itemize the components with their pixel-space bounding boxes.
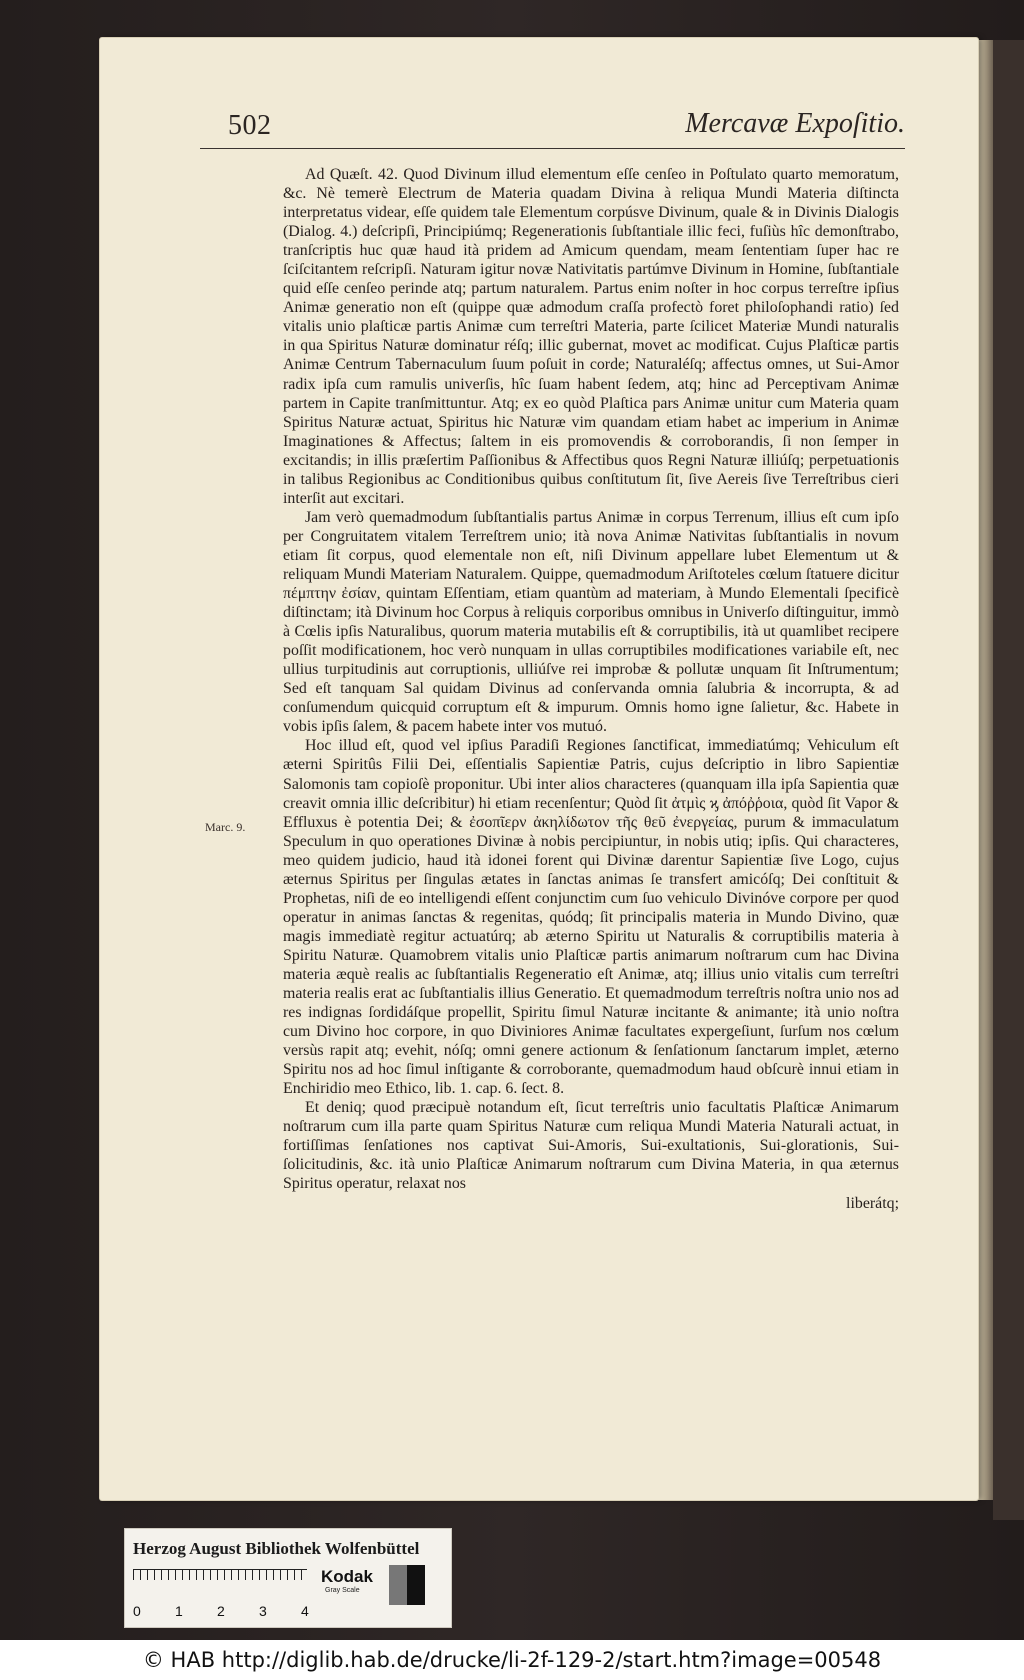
footer-bar — [0, 1640, 1024, 1680]
ruler-label: 2 — [217, 1603, 225, 1619]
ruler-label: 1 — [175, 1603, 183, 1619]
catchword: liberátq; — [846, 1194, 899, 1212]
measurement-ruler — [133, 1569, 307, 1592]
ruler-label: 4 — [301, 1603, 309, 1619]
paragraph: Ad Quæſt. 42. Quod Divinum illud elementum eſſe cenſeo in Poſtulato quarto memoratum, &c. Nè temerè Electrum de Materia quadam Divina à reliqua Mundi Materia diſtincta interpretatus videar, eſſe quidem tale Elementum corpúsve Divinum, quale & in Divinis Dialogis (Dialog. 4.) deſcripſi, Principiúmq; Regenerationis ſubſtantiale illic feci, fuſiùs hîc demonſtrabo, tranſcriptis huc quæ haud ità pridem ad Amicum quendam, meam ſententiam ſuper hac re ſciſcitantem reſcripſi. Naturam igitur novæ Nativitatis partúmve Divinum in Homine, ſubſtantiale quid eſſe cenſeo perinde atq; partum naturalem. Partus enim noſter in hoc corpus terreſtre ipſius Animæ generatio non eſt (quippe quæ admodum craſſa profectò foret philoſophandi ratio) ſed vitalis unio plaſticæ partis Animæ cum terreſtri Materia, parte ſcilicet Materiæ Mundi naturalis in qua Spiritus Naturæ dominatur réſq; illic gubernat, movet ac modificat. Cujus Plaſticæ partis Animæ Centrum Tabernaculum ſuum poſuit in corde; Naturaléſq; affectus omnes, ut Sui-Amor radix ipſa cum ramulis univerſis, hîc ſuam habent ſedem, atq; hinc ad Perceptivam Animæ partem in Capite tranſmittuntur. Atq; ex eo quòd Plaſtica pars Animæ unitur cum Materia quam Spiritus Naturæ actuat, Spiritus hic Naturæ vim quandam etiam habet ac imperium in Animæ Imaginationes & Affectus; ſaltem in eis promovendis & corroborandis, ſi non ſemper in excitandis; in illis præſertim Paſſionibus & Affectibus quos Regni Naturæ illiúſq; perpetuationis in talibus Regionibus ac Conditionibus quibus conſtitutum ſit, ſive Aereis ſive Terreſtribus cieri interſit aut excitari. — [283, 166, 899, 507]
ruler-label: 3 — [259, 1603, 267, 1619]
library-name: Herzog August Bibliothek Wolfenbüttel — [133, 1539, 420, 1558]
kodak-gray-scale — [315, 1565, 385, 1619]
gray-swatch-mid — [389, 1565, 407, 1605]
paragraph: Hoc illud eſt, quod vel ipſius Paradiſi Regiones ſanctificat, immediatúmq; Vehiculum eſt æterni Spiritûs Filii Dei, eſſentialis Sapientiæ Patris, cujus deſcriptio in libro Sapientiæ Salomonis tam copioſè proponitur. Ubi inter alios characteres (quanquam illa ipſa Sapientia quæ creavit omnia illic deſcribitur) hi etiam recenſentur; Quòd ſit ἀτμὶς ϗ ἀπόῤῥοια, quòd ſit Vapor & Effluxus è potentia Dei; & ἐσοπῖερν ἀκηλίδωτον τῆς θεῦ ἐνεργείας, purum & immaculatum Speculum in quo operationes Divinæ à nobis percipiuntur, in nobis utiq; ipſis. Qui characteres, meo quidem judicio, haud ità idonei forent qui Divinæ darentur Sapientiæ ſive Logo, cujus æternus Spiritus per ſingulas ætates in ſanctas animas ſe transfert amicóſq; Dei conſtituit & Prophetas, niſi de eo intelligendi eſſent conjunctim cum ſuo vehiculo Divinóve corpore per quod operatur in animas ſanctas & regenitas, quódq; ſit principalis materia in Mundo Divino, quæ magis immediatè regitur actuatúrq; ab æterno Spiritu ut Naturalis & corruptibilis materia à Spiritu Naturæ. Quamobrem vitalis unio Plaſticæ partis animarum noſtrarum cum hac Divina materia æquè realis ac ſubſtantialis Regeneratio eſt Animæ, atq; illius unio vitalis cum terreſtri materia realis erat ac ſubſtantialis illius Generatio. Et quemadmodum terreſtris noſtra unio nos ad res indignas ſordidáſque propellit, Spiritu ſimul Naturæ incitante & animante; ità unio noſtra cum Divino hoc corpore, in quo Diviniores Animæ facultates expergeſiunt, ſurſum nos cœlum versùs rapit atq; evehit, nóſq; omni genere actionum & ſenſationum ſanctarum implet, æterno Spiritu nos ad hoc ſimul inſtigante & corroborante, quemadmodum haud obſcurè innui etiam in Enchiridio meo Ethico, lib. 1. cap. 6. ſect. 8. — [283, 737, 899, 1098]
gray-swatch-black — [407, 1565, 425, 1605]
body-text — [283, 165, 899, 1213]
paragraph: Et deniq; quod præcipuè notandum eſt, ſicut terreſtris unio facultatis Plaſticæ Animarum noſtrarum cum illa parte quam Spiritus Naturæ cum reliqua Mundi Materia Naturali actuat, in fortiſſimas ſenſationes nos captivat Sui-Amoris, Sui-exultationis, Sui-glorationis, Sui-ſolicitudinis, &c. ità unio Plaſticæ Animarum noſtrarum cum Divina Materia, in qua æternus Spiritus operatur, relaxat nos — [283, 1099, 899, 1193]
library-catalog-card — [124, 1528, 452, 1628]
book-spine — [993, 40, 1024, 1520]
margin-note: Marc. 9. — [205, 820, 246, 834]
gray-scale-label: Gray Scale — [325, 1587, 360, 1594]
kodak-logo: Kodak — [321, 1567, 373, 1586]
page-number: 502 — [228, 110, 272, 141]
paragraph: Jam verò quemadmodum ſubſtantialis partus Animæ in corpus Terrenum, illius eſt cum ipſo per Congruitatem vitalem Terreſtrem unio; ità nova Animæ Nativitas ſubſtantialis in novum etiam ſit corpus, quod elementale non eſt, niſi Divinum appellare lubet Elementum ut & reliquam Mundi Materiam Naturalem. Quippe, quemadmodum Ariſtoteles cœlum ſtatuere dicitur πέμπτην ἐσίαν, quintam Eſſentiam, etiam quantùm ad materiam, à Mundo Elementali ſpecificè diſtinctam; ità Divinum hoc Corpus à reliquis corporibus omnibus in Univerſo diſtinguitur, immò à Cœlis ipſis Naturalibus, quorum materia mutabilis eſt & corruptibilis, ità ut quamlibet recipere poſſit modificationem, hoc verò nunquam in ullas corruptibiles modificationes variabile eſt, nec ullius turpitudinis aut corruptionis, ulliúſve rei improbæ & pollutæ unquam ſit Inſtrumentum; Sed eſt tanquam Sal quidam Divinus ad conſervanda omnia ſalubria & incorrupta, & ad conſumendum quicquid corruptum eſt & impurum. Omnis homo igne ſalietur, &c. Habete in vobis ipſis ſalem, & pacem habete inter vos mutuó. — [283, 508, 899, 736]
page-header — [200, 106, 905, 149]
footer-link[interactable]: © HAB http://diglib.hab.de/drucke/li-2f-129-2/start.htm?image=00548 — [142, 1648, 882, 1672]
ruler-label: 0 — [133, 1603, 141, 1619]
running-head: Mercavæ Expoſitio. — [685, 108, 905, 139]
